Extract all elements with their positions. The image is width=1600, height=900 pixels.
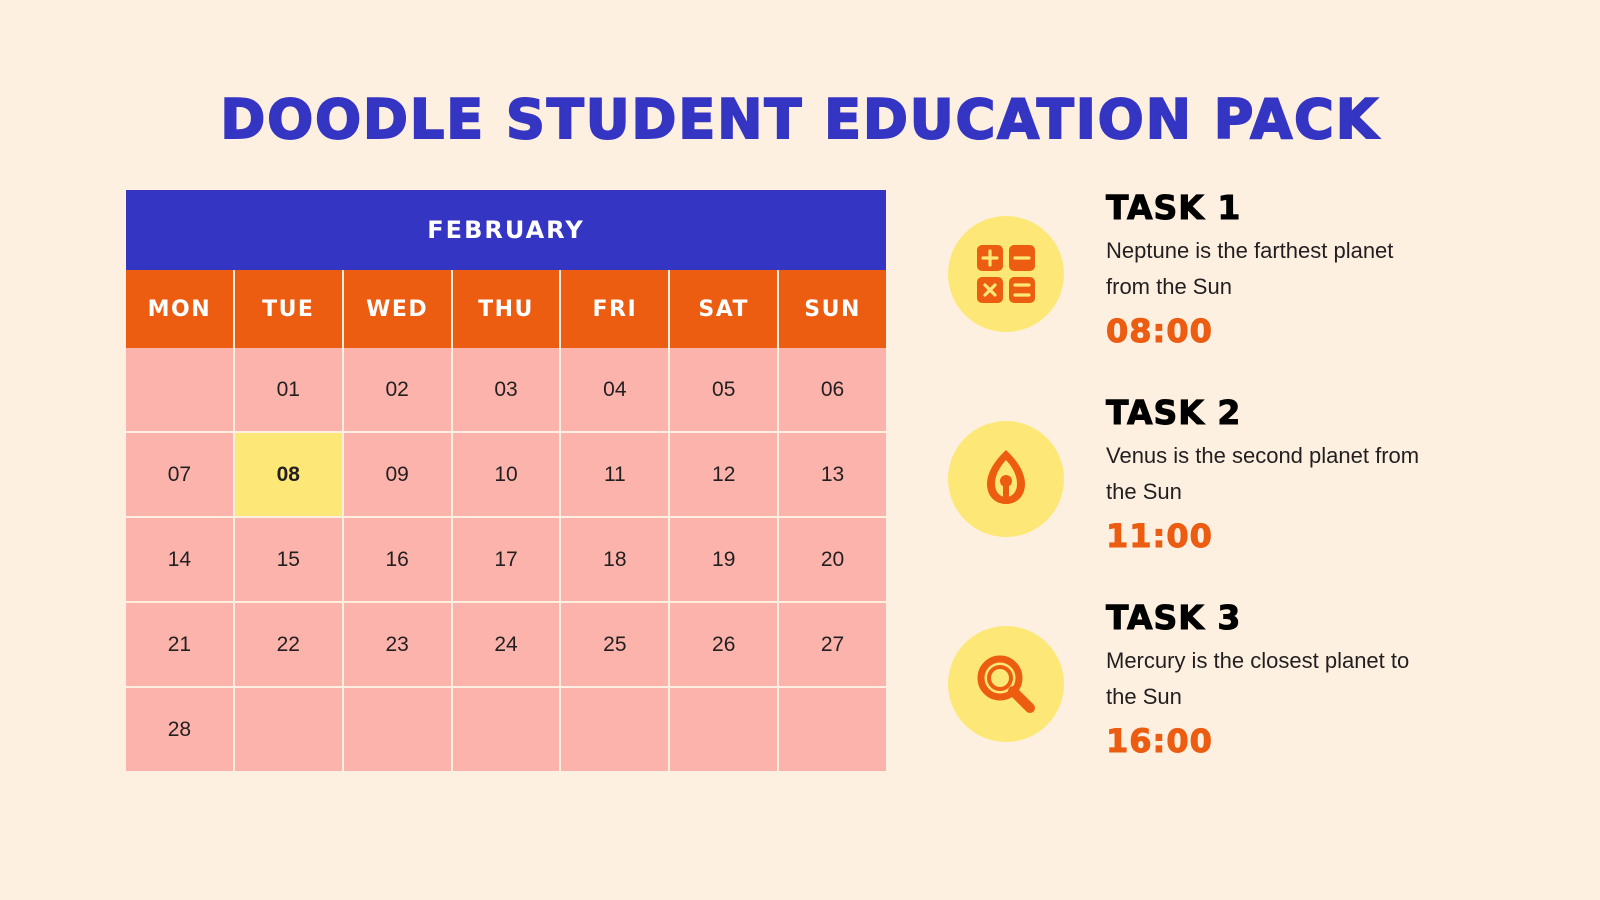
weekday-tue: TUE (235, 270, 342, 348)
calendar-day (561, 688, 668, 771)
task-item-1 (948, 186, 1488, 361)
weekday-mon: MON (126, 270, 233, 348)
task-description: Venus is the second planet from the Sun (1106, 443, 1420, 505)
calendar-day[interactable]: 01 (235, 348, 342, 431)
calendar-day[interactable]: 12 (670, 433, 777, 516)
calendar-day[interactable]: 15 (235, 518, 342, 601)
calendar-day[interactable]: 23 (344, 603, 451, 686)
calendar-month-label: FEBRUARY (126, 190, 886, 270)
calendar-day (235, 688, 342, 771)
calendar-days-grid (126, 348, 886, 771)
calendar-day (453, 688, 560, 771)
task-item-3 (948, 596, 1488, 771)
task-item-2 (948, 391, 1488, 566)
calendar-day[interactable]: 04 (561, 348, 668, 431)
calendar-day[interactable]: 13 (779, 433, 886, 516)
task-description: Mercury is the closest planet to the Sun (1106, 648, 1410, 710)
calendar-day (126, 348, 233, 431)
calendar-day-selected[interactable]: 08 (235, 433, 342, 516)
calendar-day[interactable]: 03 (453, 348, 560, 431)
calendar-day[interactable]: 06 (779, 348, 886, 431)
calendar-day[interactable]: 27 (779, 603, 886, 686)
calendar-day[interactable]: 09 (344, 433, 451, 516)
calendar-day[interactable]: 10 (453, 433, 560, 516)
task-title: TASK 1 (1106, 188, 1242, 227)
weekday-sat: SAT (670, 270, 777, 348)
magnifying-glass-icon (948, 626, 1064, 742)
task-content-2 (1106, 391, 1436, 555)
task-time: 08:00 (1106, 311, 1213, 350)
calendar-day[interactable]: 07 (126, 433, 233, 516)
task-title: TASK 3 (1106, 598, 1242, 637)
task-description: Neptune is the farthest planet from the Sun (1106, 238, 1394, 300)
fountain-pen-nib-icon (948, 421, 1064, 537)
calendar-day (670, 688, 777, 771)
calendar-day[interactable]: 17 (453, 518, 560, 601)
calendar-day (344, 688, 451, 771)
calendar-day[interactable]: 02 (344, 348, 451, 431)
weekday-thu: THU (453, 270, 560, 348)
calendar (126, 190, 886, 771)
weekday-fri: FRI (561, 270, 668, 348)
task-content-1 (1106, 186, 1436, 350)
calendar-day[interactable]: 25 (561, 603, 668, 686)
weekday-wed: WED (344, 270, 451, 348)
calendar-day[interactable]: 20 (779, 518, 886, 601)
calendar-day[interactable]: 16 (344, 518, 451, 601)
calendar-day (779, 688, 886, 771)
task-time: 16:00 (1106, 721, 1213, 760)
calendar-day[interactable]: 05 (670, 348, 777, 431)
task-time: 11:00 (1106, 516, 1213, 555)
calculator-icon (948, 216, 1064, 332)
calendar-day[interactable]: 28 (126, 688, 233, 771)
task-content-3 (1106, 596, 1436, 760)
calendar-day[interactable]: 14 (126, 518, 233, 601)
weekday-sun: SUN (779, 270, 886, 348)
task-title: TASK 2 (1106, 393, 1242, 432)
calendar-day[interactable]: 26 (670, 603, 777, 686)
calendar-weekday-header (126, 270, 886, 348)
calendar-day[interactable]: 21 (126, 603, 233, 686)
calendar-day[interactable]: 18 (561, 518, 668, 601)
task-list (948, 186, 1488, 801)
calendar-day[interactable]: 19 (670, 518, 777, 601)
calendar-day[interactable]: 22 (235, 603, 342, 686)
page-title: DOODLE STUDENT EDUCATION PACK (220, 88, 1380, 151)
calendar-day[interactable]: 11 (561, 433, 668, 516)
calendar-day[interactable]: 24 (453, 603, 560, 686)
